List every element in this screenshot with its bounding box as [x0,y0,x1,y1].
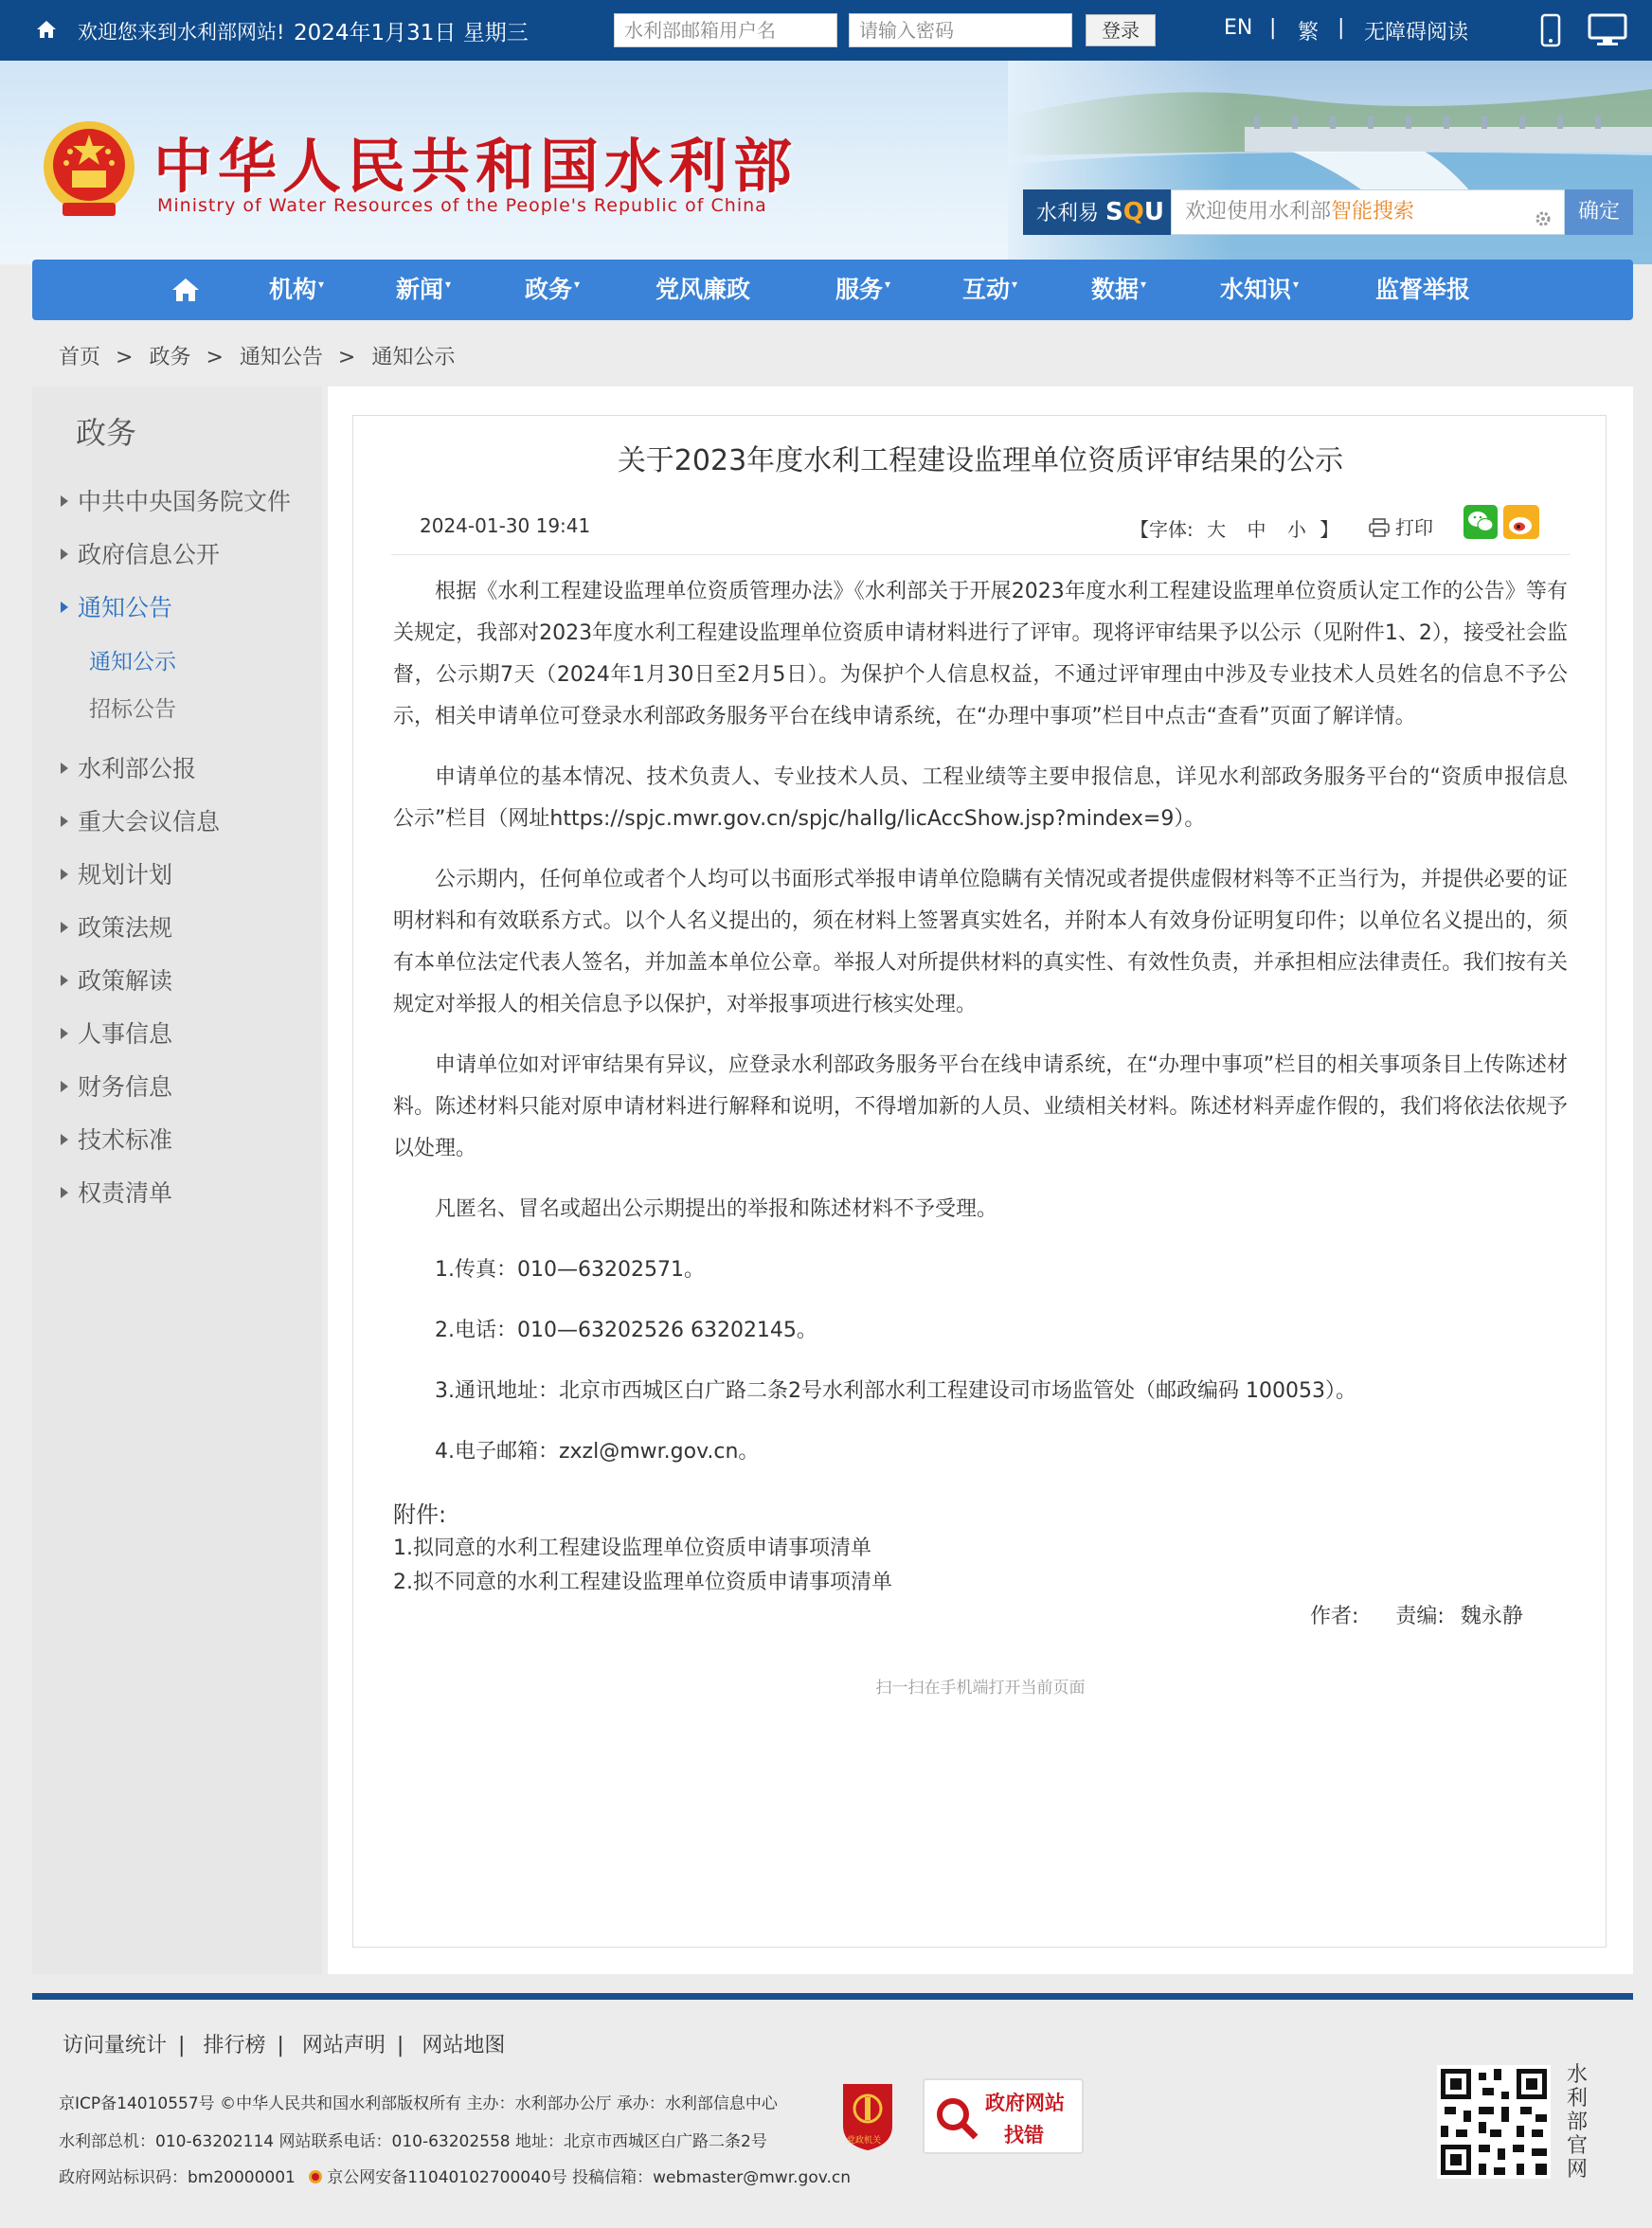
sidebar-item-label: 权责清单 [78,1179,173,1207]
search-input[interactable] [1171,189,1565,235]
triangle-right-icon [61,763,68,774]
contact-email: 4.电子邮箱：zxzl@mwr.gov.cn。 [435,1440,760,1464]
attachments [393,1498,1568,1600]
footer-links [63,2029,505,2058]
current-date: 2024年1月31日 星期三 [294,21,529,45]
attachment-link-1[interactable]: 1.拟同意的水利工程建设监理单位资质申请事项清单 [393,1536,871,1560]
nav-label: 监督举报 [1375,276,1471,303]
editor-name: 魏永静 [1460,1605,1523,1628]
footer-sep: | [178,2034,186,2057]
search-submit-button[interactable]: 确定 [1565,189,1633,235]
password-input[interactable] [849,13,1072,47]
welcome-text: 欢迎您来到水利部网站! [78,21,285,44]
gear-icon[interactable] [1535,211,1551,226]
sidebar-item-major-meetings[interactable] [61,803,220,837]
article [352,415,1607,1948]
footer-sep: | [396,2034,404,2057]
police-badge-icon [308,2169,323,2184]
breadcrumb-current[interactable]: 通知公示 [371,346,456,369]
divider [391,554,1570,555]
sidebar-item-label: 政策解读 [78,967,173,995]
printer-icon [1369,518,1390,537]
editor-label: 责编: [1395,1605,1445,1628]
sidebar-item-policy-interpretation[interactable] [61,962,172,997]
triangle-right-icon [61,1081,68,1092]
triangle-right-icon [61,1028,68,1039]
search-brand-u: U [1143,198,1164,226]
breadcrumb-notices[interactable]: 通知公告 [239,346,323,369]
nav-label: 水知识 [1220,276,1292,303]
nav-item-data[interactable]: 数据 ▾ [1091,276,1147,303]
font-size-label: 【字体: [1130,518,1194,541]
nav-item-water-knowledge[interactable]: 水知识 ▾ [1220,276,1300,303]
sidebar-item-info-disclosure[interactable] [61,536,220,570]
nav-label: 党风廉政 [655,276,751,303]
triangle-right-icon [61,975,68,986]
nav-label: 数据 [1091,276,1140,303]
nav-label: 互动 [962,276,1011,303]
sidebar-item-label: 技术标准 [78,1126,173,1154]
triangle-right-icon [61,869,68,880]
triangle-right-icon [61,548,68,560]
nav-label: 政务 [525,276,573,303]
sidebar-item-notices[interactable] [61,589,172,623]
search-brand-s: S [1105,198,1123,226]
triangle-right-icon [61,816,68,827]
site-title: 中华人民共和国水利部 [153,132,799,201]
sidebar-item-label: 重大会议信息 [78,808,221,836]
footer-copyright: 京ICP备14010557号 ©中华人民共和国水利部版权所有 主办：水利部办公厅 承办：水利部信息中心 [59,2094,778,2113]
wechat-icon [1463,505,1498,539]
separator: | [1338,16,1345,40]
triangle-right-icon [61,1134,68,1145]
mobile-icon[interactable] [1540,13,1561,47]
paragraph: 根据《水利工程建设监理单位资质管理办法》《水利部关于开展2023年度水利工程建设监理单位资质认定工作的公告》等有关规定，我部对2023年度水利工程建设监理单位资质申请材料进行了评审。现将评审结果予以公示（见附件1、2），接受社会监督，公示期7天（2024年1月30日至2月5日）。为保护个人信息权益，不通过评审理由中涉及专业技术人员姓名的信息不予公示，相关申请单位可登录水利部政务服务平台在线申请系统，在“办理中事项”栏目中点击“查看”页面了解详情。 [393,580,1568,728]
nav-item-government-affairs[interactable]: 政务 ▾ [525,276,581,303]
footer-link-sitemap[interactable]: 网站地图 [422,2034,506,2057]
breadcrumb-sep: > [337,346,356,369]
search-box [1023,189,1633,235]
traditional-chinese-link[interactable]: 繁 [1298,21,1320,45]
search-placeholder: 欢迎使用水利部 [1185,200,1332,224]
separator: | [1269,16,1277,40]
nav-item-news[interactable]: 新闻 ▾ [396,276,452,303]
sidebar-item-label: 中共中央国务院文件 [78,488,292,515]
triangle-right-icon [61,495,68,507]
gov-site-error-report-badge[interactable] [923,2078,1084,2154]
email-username-input[interactable] [614,13,837,47]
scan-hint: 扫一扫在手机端打开当前页面 [875,1679,1086,1698]
paragraph: 公示期内，任何单位或者个人均可以书面形式举报申请单位隐瞒有关情况或者提供虚假材料等不正当行为，并提供必要的证明材料和有效联系方式。以个人名义提出的，须在材料上签署真实姓名，并附本人有效身份证明复印件；以单位名义提出的，须有本单位法定代表人签名，并加盖本单位公章。举报人对所提供材料的真实性、有效性负责，并承担相应法律责任。我们按有关规定对举报人的相关信息予以保护，对举报事项进行核实处理。 [393,868,1568,1016]
sidebar-item-personnel[interactable] [61,1015,172,1050]
contact-phone: 2.电话：010—63202526 63202145。 [435,1319,817,1342]
sidebar-item-responsibilities[interactable] [61,1175,172,1209]
nav-label: 机构 [269,276,317,303]
search-brand-q: Q [1122,198,1144,226]
sidebar-item-finance[interactable] [61,1069,172,1103]
search-brand-text: 水利易 [1036,202,1100,225]
sidebar-subitem-tender-notice[interactable]: 招标公告 [89,697,176,722]
error-badge-line1: 政府网站 [985,2092,1065,2114]
footer-sep: | [277,2034,284,2057]
footer-divider [32,1993,1633,2000]
sidebar [32,386,322,1974]
site-subtitle: Ministry of Water Resources of the People's Republic of China [157,195,767,216]
footer-contact: 水利部总机：010-63202114 网站联系电话：010-63202558 地址：北京市西城区白广路二条2号 [59,2132,767,2151]
sidebar-item-technical-standards[interactable] [61,1122,172,1156]
contact-address: 3.通讯地址：北京市西城区白广路二条2号水利部水利工程建设司市场监管处（邮政编码 100053）。 [435,1379,1356,1403]
login-button[interactable]: 登录 [1086,14,1156,46]
wechat-share-icon[interactable] [1463,505,1498,539]
article-date: 2024-01-30 19:41 [420,514,591,537]
sidebar-item-label: 通知公告 [78,594,173,621]
paragraph: 申请单位的基本情况、技术负责人、专业技术人员、工程业绩等主要申报信息，详见水利部政务服务平台的“资质申报信息公示”栏目（网址https://spjc.mwr.gov.cn/spjc/hallg/licAccShow.jsp?mindex=9）。 [393,765,1568,831]
sidebar-item-label: 财务信息 [78,1073,173,1101]
font-large-button[interactable]: 大 [1207,518,1227,541]
home-icon[interactable] [36,19,57,40]
sidebar-item-planning[interactable] [61,856,172,890]
triangle-right-icon [61,1187,68,1198]
english-link[interactable]: EN [1224,16,1253,40]
weibo-share-icon[interactable] [1503,505,1539,539]
home-icon[interactable] [171,277,201,303]
top-bar [0,0,1652,61]
footer-link-visit-stats[interactable]: 访问量统计 [63,2034,168,2057]
search-placeholder-highlight: 智能搜索 [1331,200,1415,224]
sidebar-item-label: 水利部公报 [78,755,197,782]
font-small-button[interactable]: 小 [1286,518,1306,541]
author-line [1310,1600,1523,1629]
search-brand [1023,189,1171,235]
print-label: 打印 [1395,516,1433,539]
error-badge-line2: 找错 [1004,2124,1044,2147]
nav-item-party-integrity[interactable] [655,260,750,320]
article-title: 关于2023年度水利工程建设监理单位资质评审结果的公示 [617,444,1344,477]
magnifier-icon [934,2095,979,2141]
weibo-icon [1503,505,1539,539]
nav-label: 新闻 [396,276,444,303]
party-badge-label: 党政机关 [847,2136,882,2146]
nav-item-supervision-report[interactable] [1375,260,1470,320]
font-size-controls [1130,514,1338,542]
sidebar-subitem-public-notice[interactable]: 通知公示 [89,650,176,674]
footer-link-ranking[interactable]: 排行榜 [203,2034,266,2057]
sidebar-title: 政务 [76,415,137,451]
nav-item-organization[interactable]: 机构 ▾ [269,276,325,303]
sidebar-item-bulletin[interactable] [61,750,196,784]
main-nav [32,260,1633,320]
sidebar-item-label: 政策法规 [78,914,173,942]
site-id-code: 政府网站标识码：bm20000001 [59,2168,296,2187]
sidebar-item-label: 政府信息公开 [78,541,221,568]
sidebar-item-regulations[interactable] [61,909,172,943]
print-button[interactable] [1369,512,1433,540]
breadcrumb-sep: > [206,346,224,369]
font-size-close: 】 [1320,518,1339,541]
sidebar-item-label: 规划计划 [78,861,173,889]
public-security-record[interactable]: 京公网安备11040102700040号 投稿信箱：webmaster@mwr.gov.cn [327,2168,851,2187]
triangle-right-icon [61,602,68,613]
national-emblem-icon [38,117,140,224]
author-label: 作者: [1310,1605,1359,1628]
breadcrumb-government-affairs[interactable]: 政务 [149,346,191,369]
desktop-icon[interactable] [1588,13,1627,47]
party-government-badge[interactable] [839,2080,896,2152]
nav-item-services[interactable]: 服务 ▾ [835,276,891,303]
footer-identifiers [59,2164,851,2187]
nav-item-interaction[interactable]: 互动 ▾ [962,276,1018,303]
breadcrumb-sep: > [116,346,134,369]
breadcrumb [59,341,460,370]
nav-label: 服务 [835,276,884,303]
attachment-link-2[interactable]: 2.拟不同意的水利工程建设监理单位资质申请事项清单 [393,1571,892,1594]
font-medium-button[interactable]: 中 [1247,518,1266,541]
triangle-right-icon [61,922,68,933]
breadcrumb-home[interactable]: 首页 [59,346,101,369]
accessible-reading-link[interactable]: 无障碍阅读 [1364,21,1469,45]
paragraph: 凡匿名、冒名或超出公示期提出的举报和陈述材料不予受理。 [435,1197,998,1221]
sidebar-item-central-documents[interactable] [61,483,291,517]
footer-link-statement[interactable]: 网站声明 [301,2034,386,2057]
contact-fax: 1.传真：010—63202571。 [435,1258,705,1282]
article-body [393,571,1568,1492]
sidebar-item-label: 人事信息 [78,1020,173,1048]
paragraph: 申请单位如对评审结果有异议，应登录水利部政务服务平台在线申请系统，在“办理中事项”栏目的相关事项条目上传陈述材料。陈述材料只能对原申请材料进行解释和说明，不得增加新的人员、业绩相关材料。陈述材料弄虚作假的，我们将依法依规予以处理。 [393,1053,1568,1160]
qr-code-label: 水利部官网 [1566,2063,1588,2182]
attachments-title: 附件: [393,1501,447,1528]
qr-code-image [1436,2065,1552,2179]
